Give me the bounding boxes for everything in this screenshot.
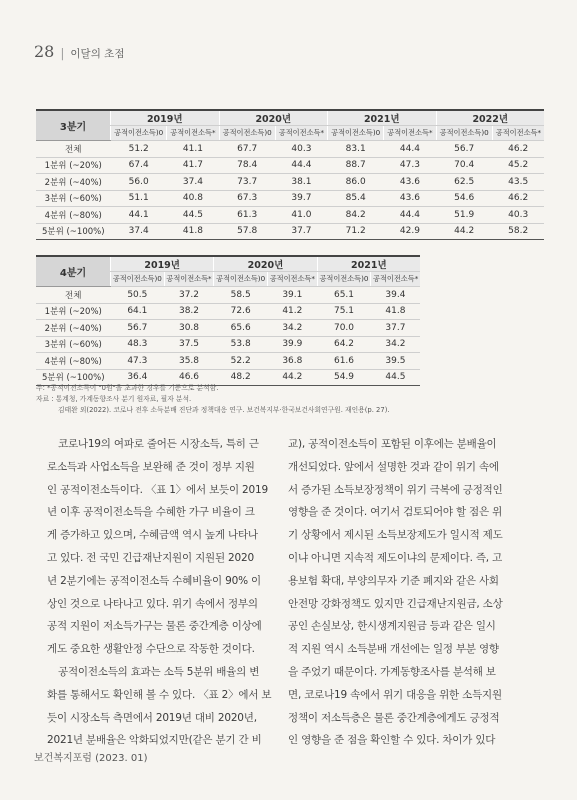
table-header-row — [36, 256, 420, 272]
table-cell: 51.9 — [436, 207, 492, 224]
body-text-line: 영향을 준 것이다. 여기서 검토되어야 할 점은 위 — [288, 506, 503, 519]
source-line-2: 김태완 외(2022). 코로나 전후 소득분배 진단과 정책대응 연구. 보건복지부·한국보건사회연구원. 재인용(p. 27). — [58, 406, 390, 414]
subheader-cell: 공적이전소득* — [384, 126, 436, 141]
table-cell: 37.7 — [275, 223, 327, 240]
body-text-line: 년 2분기에는 공적이전소득 수혜비율이 90% 이 — [47, 574, 261, 587]
table-cell: 44.4 — [384, 207, 436, 224]
table-cell: 54.6 — [436, 190, 492, 207]
table-row — [36, 353, 420, 370]
table-cell: 47.3 — [384, 157, 436, 174]
row-label: 전체 — [36, 141, 111, 158]
page-number: 28 — [34, 42, 55, 61]
table-cell: 41.7 — [167, 157, 219, 174]
source-line: 자료 : 통계청, 가계동향조사 분기 원자료, 필자 분석. — [36, 395, 192, 403]
table-cell: 36.4 — [111, 369, 165, 386]
body-text-line: 정책이 저소득층은 물론 중간계층에게도 긍정적 — [288, 711, 500, 724]
body-text-line: 공인 손실보상, 한시생계지원금 등과 같은 일시 — [288, 620, 496, 633]
table-cell: 78.4 — [219, 157, 275, 174]
subheader-cell: 공적이전소득)0 — [436, 126, 492, 141]
body-text-line: 인 영향을 준 점을 확인할 수 있다. 차이가 있다 — [288, 734, 496, 747]
row-label: 4분위 (~80%) — [36, 207, 111, 224]
body-text-line: 인 공적이전소득이다. 〈표 1〉에서 보듯이 2019 — [47, 483, 268, 496]
table-cell: 86.0 — [328, 174, 384, 191]
table-row — [36, 223, 544, 240]
table-cell: 58.2 — [492, 223, 544, 240]
table-cell: 39.4 — [371, 287, 420, 304]
row-label: 1분위 (~20%) — [36, 303, 111, 320]
body-text-line: 듯이 시장소득 측면에서 2019년 대비 2020년, — [47, 711, 257, 724]
table-cell: 51.1 — [111, 190, 167, 207]
subheader-cell: 공적이전소득)0 — [214, 272, 268, 287]
subheader-cell: 공적이전소득)0 — [219, 126, 275, 141]
table-cell: 71.2 — [328, 223, 384, 240]
table-cell: 67.7 — [219, 141, 275, 158]
table-cell: 56.7 — [436, 141, 492, 158]
body-text-line: 안전망 강화정책도 있지만 긴급재난지원금, 소상 — [288, 597, 503, 610]
year-header: 2022년 — [436, 110, 544, 126]
table-row — [36, 174, 544, 191]
table-cell: 61.6 — [317, 353, 371, 370]
year-header: 2021년 — [328, 110, 437, 126]
table-cell: 56.0 — [111, 174, 167, 191]
table-cell: 39.7 — [275, 190, 327, 207]
table-cell: 35.8 — [164, 353, 214, 370]
table-cell: 58.5 — [214, 287, 268, 304]
body-text-line: 년 이후 공적이전소득을 수혜한 가구 비율이 크 — [47, 506, 255, 519]
table-cell: 48.3 — [111, 336, 165, 353]
year-header: 2021년 — [317, 256, 420, 272]
table-cell: 37.5 — [164, 336, 214, 353]
body-column-right — [288, 433, 520, 752]
table-cell: 62.5 — [436, 174, 492, 191]
table-cell: 44.4 — [384, 141, 436, 158]
table-cell: 37.2 — [164, 287, 214, 304]
row-label: 2분위 (~40%) — [36, 320, 111, 337]
table-cell: 48.2 — [214, 369, 268, 386]
table-cell: 41.8 — [167, 223, 219, 240]
table-cell: 41.2 — [268, 303, 318, 320]
header-separator: | — [60, 46, 65, 60]
body-text-line: 게 증가하고 있으며, 수혜금액 역시 높게 나타나 — [47, 529, 258, 542]
table-cell: 40.8 — [167, 190, 219, 207]
body-text-line: 공적이전소득의 효과는 소득 5분위 배율의 변 — [58, 665, 260, 678]
table-cell: 75.1 — [317, 303, 371, 320]
subheader-cell: 공적이전소득* — [167, 126, 219, 141]
table-row — [36, 320, 420, 337]
body-text-line: 공적 지원이 저소득가구는 물론 중간계층 이상에 — [47, 620, 262, 633]
body-column-left — [47, 433, 279, 752]
body-text-line: 서 증가된 소득보장정책이 위기 극복에 긍정적인 — [288, 483, 503, 496]
subheader-cell: 공적이전소득)0 — [111, 272, 165, 287]
table-cell: 43.6 — [384, 174, 436, 191]
year-header: 2020년 — [214, 256, 317, 272]
table-cell: 45.2 — [492, 157, 544, 174]
table-cell: 67.4 — [111, 157, 167, 174]
table-notes — [36, 383, 546, 416]
table-cell: 72.6 — [214, 303, 268, 320]
table-row — [36, 207, 544, 224]
row-label: 전체 — [36, 287, 111, 304]
table-cell: 44.5 — [371, 369, 420, 386]
table-cell: 40.3 — [492, 207, 544, 224]
table-cell: 44.4 — [275, 157, 327, 174]
table-cell: 70.0 — [317, 320, 371, 337]
body-text-line: 로소득과 사업소득을 보완해 준 것이 정부 지원 — [47, 460, 255, 473]
body-text-line: 개선되었다. 앞에서 설명한 것과 같이 위기 속에 — [288, 460, 499, 473]
table-cell: 53.8 — [214, 336, 268, 353]
body-text-line: 고 있다. 전 국민 긴급재난지원이 지원된 2020 — [47, 551, 254, 564]
row-label: 4분위 (~80%) — [36, 353, 111, 370]
table-cell: 44.2 — [268, 369, 318, 386]
table-cell: 37.7 — [371, 320, 420, 337]
table-cell: 39.9 — [268, 336, 318, 353]
table-cell: 64.2 — [317, 336, 371, 353]
table-cell: 47.3 — [111, 353, 165, 370]
table-row — [36, 141, 544, 158]
row-label: 3분위 (~60%) — [36, 336, 111, 353]
table-cell: 38.2 — [164, 303, 214, 320]
row-label: 3분위 (~60%) — [36, 190, 111, 207]
table-cell: 38.1 — [275, 174, 327, 191]
table-cell: 41.0 — [275, 207, 327, 224]
table-cell: 51.2 — [111, 141, 167, 158]
table-cell: 40.3 — [275, 141, 327, 158]
table-cell: 46.2 — [492, 190, 544, 207]
note-line: 주: *공적이전소득이 "0원"을 초과한 경우를 기준으로 분석함. — [36, 384, 219, 392]
table-cell: 44.5 — [167, 207, 219, 224]
table-cell: 88.7 — [328, 157, 384, 174]
body-text-line: 게도 중요한 생활안정 수단으로 작동한 것이다. — [47, 643, 255, 656]
table-cell: 39.5 — [371, 353, 420, 370]
table-cell: 54.9 — [317, 369, 371, 386]
table-cell: 65.1 — [317, 287, 371, 304]
body-text-line: 을 주었기 때문이다. 가계동향조사를 분석해 보 — [288, 665, 496, 678]
table-cell: 34.2 — [371, 336, 420, 353]
table-cell: 41.1 — [167, 141, 219, 158]
table-row — [36, 287, 420, 304]
table-cell: 85.4 — [328, 190, 384, 207]
body-text-line: 2021년 분배율은 악화되었지만(같은 분기 간 비 — [47, 734, 262, 747]
subheader-cell: 공적이전소득* — [492, 126, 544, 141]
body-text-line: 적 지원 역시 소득분배 개선에는 일정 부분 영향 — [288, 643, 499, 656]
table-cell: 44.1 — [111, 207, 167, 224]
table-cell: 52.2 — [214, 353, 268, 370]
table-cell: 39.1 — [268, 287, 318, 304]
body-text-line: 코로나19의 여파로 줄어든 시장소득, 특히 근 — [58, 438, 259, 450]
subheader-cell: 공적이전소득)0 — [328, 126, 384, 141]
row-label: 5분위 (~100%) — [36, 369, 111, 386]
section-title: 이달의 초점 — [70, 48, 125, 60]
table-corner-label: 4분기 — [36, 256, 111, 287]
body-text-line: 기 상황에서 제시된 소득보장제도가 일시적 제도 — [288, 529, 503, 542]
table-cell: 70.4 — [436, 157, 492, 174]
table-corner-label: 3분기 — [36, 110, 111, 141]
body-text-line: 교), 공적이전소득이 포함된 이후에는 분배율이 — [288, 438, 497, 450]
table-cell: 46.6 — [164, 369, 214, 386]
table-cell: 50.5 — [111, 287, 165, 304]
table-cell: 43.5 — [492, 174, 544, 191]
table-cell: 30.8 — [164, 320, 214, 337]
subheader-cell: 공적이전소득)0 — [111, 126, 167, 141]
table-header-row — [36, 110, 544, 126]
table-cell: 36.8 — [268, 353, 318, 370]
table-q4 — [36, 255, 420, 386]
row-label: 2분위 (~40%) — [36, 174, 111, 191]
table-cell: 41.8 — [371, 303, 420, 320]
row-label: 5분위 (~100%) — [36, 223, 111, 240]
table-row — [36, 303, 420, 320]
body-text-line: 이냐 아니면 지속적 제도이냐의 문제이다. 즉, 고 — [288, 551, 503, 564]
table-q3 — [36, 109, 544, 240]
table-cell: 42.9 — [384, 223, 436, 240]
body-text-line: 면, 코로나19 속에서 위기 대응을 위한 소득지원 — [288, 688, 502, 701]
year-header: 2020년 — [219, 110, 328, 126]
table-cell: 46.2 — [492, 141, 544, 158]
table-cell: 67.3 — [219, 190, 275, 207]
table-subheader-row — [36, 126, 544, 141]
table-cell: 65.6 — [214, 320, 268, 337]
page-footer: 보건복지포럼 (2023. 01) — [34, 753, 148, 764]
table-cell: 37.4 — [167, 174, 219, 191]
row-label: 1분위 (~20%) — [36, 157, 111, 174]
table-row — [36, 336, 420, 353]
year-header: 2019년 — [111, 256, 214, 272]
year-header: 2019년 — [111, 110, 220, 126]
body-text-line: 상인 것으로 나타나고 있다. 위기 속에서 정부의 — [47, 597, 258, 610]
body-text-line: 용보험 확대, 부양의무자 기준 폐지와 같은 사회 — [288, 574, 499, 587]
table-cell: 64.1 — [111, 303, 165, 320]
table-cell: 44.2 — [436, 223, 492, 240]
table-cell: 37.4 — [111, 223, 167, 240]
table-cell: 84.2 — [328, 207, 384, 224]
table-cell: 73.7 — [219, 174, 275, 191]
table-cell: 57.8 — [219, 223, 275, 240]
body-text-line: 화를 통해서도 확인해 볼 수 있다. 〈표 2〉에서 보 — [47, 688, 272, 701]
subheader-cell: 공적이전소득* — [371, 272, 420, 287]
subheader-cell: 공적이전소득* — [275, 126, 327, 141]
table-cell: 43.6 — [384, 190, 436, 207]
subheader-cell: 공적이전소득* — [268, 272, 318, 287]
table-cell: 61.3 — [219, 207, 275, 224]
subheader-cell: 공적이전소득)0 — [317, 272, 371, 287]
subheader-cell: 공적이전소득* — [164, 272, 214, 287]
table-row — [36, 157, 544, 174]
table-row — [36, 190, 544, 207]
page-header — [34, 42, 124, 61]
table-cell: 34.2 — [268, 320, 318, 337]
table-cell: 83.1 — [328, 141, 384, 158]
table-cell: 56.7 — [111, 320, 165, 337]
